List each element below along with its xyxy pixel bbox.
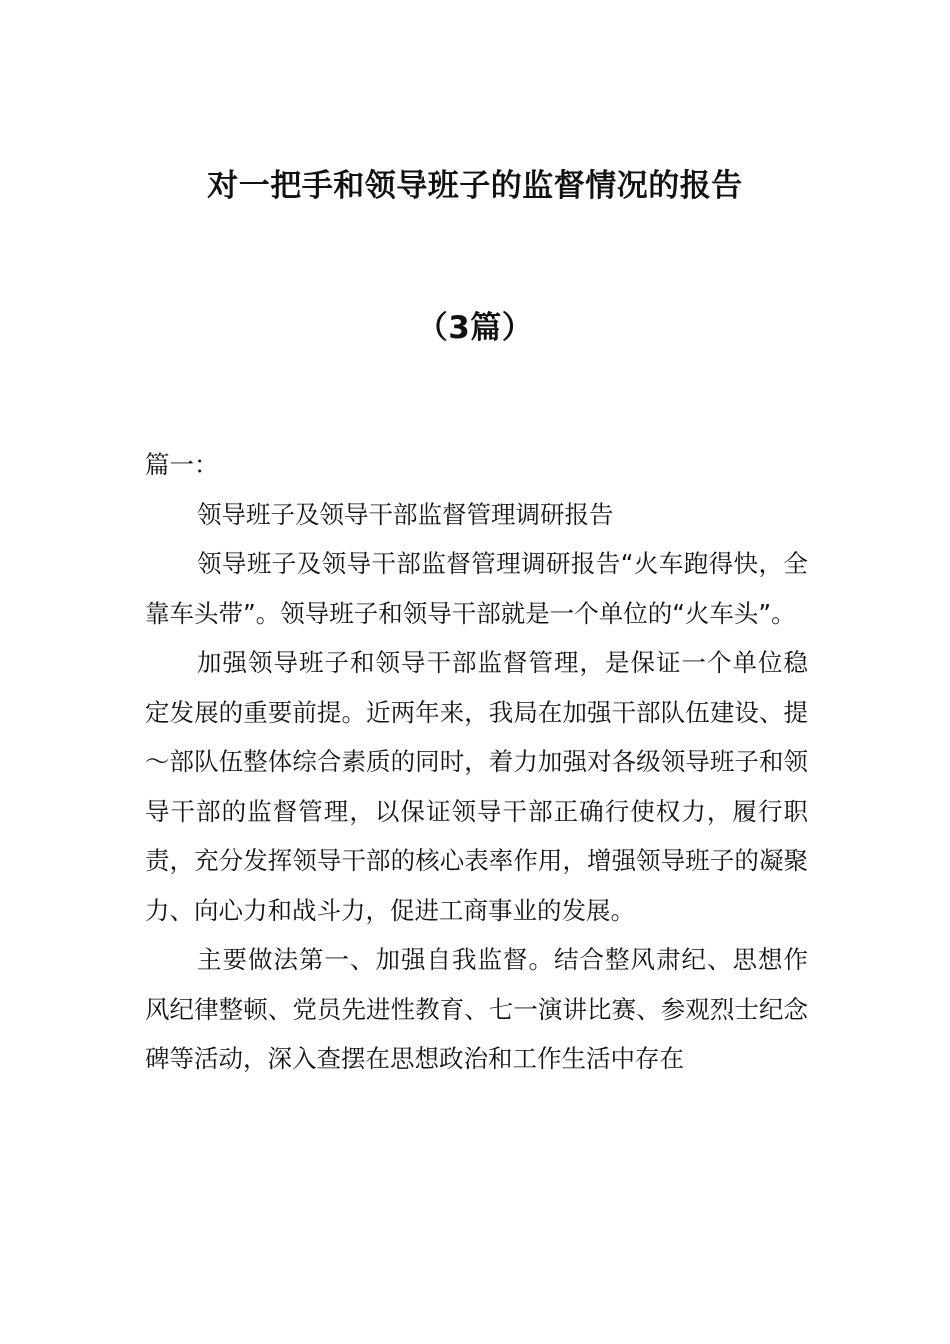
document-body: [145, 440, 808, 1084]
paragraph: 领导班子及领导干部监督管理调研报告“火车跑得快，全靠车头带”。领导班子和领导干部就是一个单位的“火车头”。: [145, 549, 808, 628]
document-title: 对一把手和领导班子的监督情况的报告: [207, 168, 743, 204]
paragraph: 加强领导班子和领导干部监督管理，是保证一个单位稳定发展的重要前提。近两年来，我局在加强干部队伍建设、提～部队伍整体综合素质的同时，着力加强对各级领导班子和领导干部的监督管理，以保证领导干部正确行使权力，履行职责，充分发挥领导干部的核心表率作用，增强领导班子的凝聚力、向心力和战斗力，促进工商事业的发展。: [145, 648, 808, 925]
paragraph: 主要做法第一、加强自我监督。结合整风肃纪、思想作风纪律整顿、党员先进性教育、七一演讲比赛、参观烈士纪念碑等活动，深入查摆在思想政治和工作生活中存在: [145, 945, 808, 1073]
document-subtitle: （3篇）: [416, 310, 534, 346]
section-label: 篇一：: [145, 450, 219, 479]
paragraph: 领导班子及领导干部监督管理调研报告: [197, 499, 614, 529]
